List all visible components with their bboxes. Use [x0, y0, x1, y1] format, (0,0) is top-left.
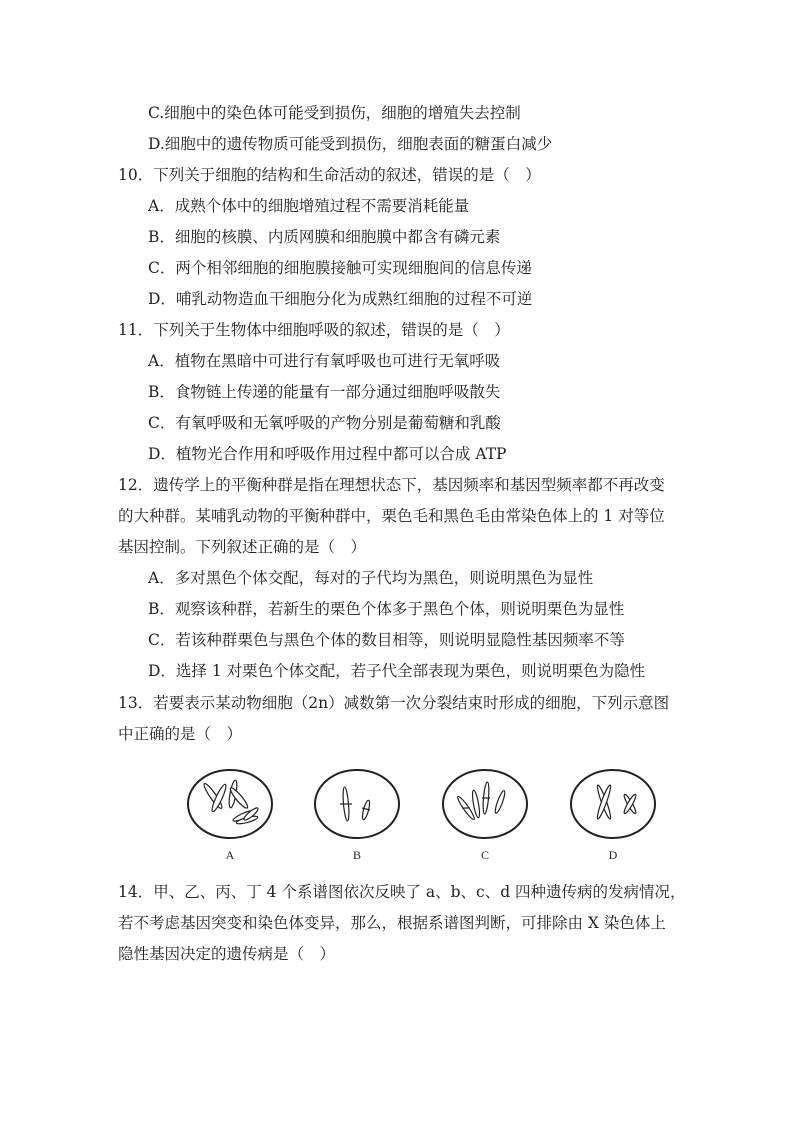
question-14-line1: 14．甲、乙、丙、丁 4 个系谱图依次反映了 a、b、c、d 四种遗传病的发病情况， — [118, 883, 686, 901]
option-10b: B．细胞的核膜、内质网膜和细胞膜中都含有磷元素 — [148, 228, 501, 246]
question-14-line2: 若不考虑基因突变和染色体变异，那么，根据系谱图判断，可排除由 X 染色体上 — [118, 914, 666, 932]
question-14-line3: 隐性基因决定的遗传病是（ ） — [118, 945, 336, 963]
option-11a: A．植物在黑暗中可进行有氧呼吸也可进行无氧呼吸 — [148, 352, 501, 370]
cell-a — [185, 768, 275, 868]
question-12-line3: 基因控制。下列叙述正确的是（ ） — [118, 538, 367, 556]
cell-a-drawing — [185, 768, 275, 843]
cell-b-drawing — [312, 768, 402, 843]
option-11d: D．植物光合作用和呼吸作用过程中都可以合成 ATP — [148, 445, 507, 463]
question-13-line1: 13．若要表示某动物细胞（2n）减数第一次分裂结束时形成的细胞，下列示意图 — [118, 694, 670, 712]
option-12a: A．多对黑色个体交配，每对的子代均为黑色，则说明黑色为显性 — [148, 569, 594, 587]
question-12-line2: 的大种群。某哺乳动物的平衡种群中，栗色毛和黑色毛由常染色体上的 1 对等位 — [118, 507, 665, 525]
option-9d: D.细胞中的遗传物质可能受到损伤，细胞表面的糖蛋白减少 — [148, 135, 553, 153]
cell-label-d: D — [608, 848, 618, 862]
cell-c-drawing — [440, 768, 530, 843]
cell-label-a: A — [225, 848, 235, 862]
option-12d: D．选择 1 对栗色个体交配，若子代全部表现为栗色，则说明栗色为隐性 — [148, 662, 646, 680]
cell-d-drawing — [568, 768, 658, 843]
option-10c: C．两个相邻细胞的细胞膜接触可实现细胞间的信息传递 — [148, 259, 532, 277]
option-10a: A．成熟个体中的细胞增殖过程不需要消耗能量 — [148, 197, 470, 215]
cell-c — [440, 768, 530, 868]
cell-label-b: B — [352, 848, 361, 862]
option-11c: C．有氧呼吸和无氧呼吸的产物分别是葡萄糖和乳酸 — [148, 414, 501, 432]
question-12-line1: 12．遗传学上的平衡种群是指在理想状态下，基因频率和基因型频率都不再改变 — [118, 476, 665, 494]
option-10d: D．哺乳动物造血干细胞分化为成熟红细胞的过程不可逆 — [148, 290, 533, 308]
option-12b: B．观察该种群，若新生的栗色个体多于黑色个体，则说明栗色为显性 — [148, 600, 625, 618]
cell-diagram-figure — [180, 768, 680, 868]
cell-b — [312, 768, 402, 868]
cell-label-c: C — [480, 848, 489, 862]
option-11b: B．食物链上传递的能量有一部分通过细胞呼吸散失 — [148, 383, 501, 401]
question-11: 11．下列关于生物体中细胞呼吸的叙述，错误的是（ ） — [118, 321, 510, 339]
question-13-line2: 中正确的是（ ） — [118, 725, 243, 743]
question-10: 10．下列关于细胞的结构和生命活动的叙述，错误的是（ ） — [118, 166, 541, 184]
option-12c: C．若该种群栗色与黑色个体的数目相等，则说明显隐性基因频率不等 — [148, 631, 625, 649]
option-9c: C.细胞中的染色体可能受到损伤，细胞的增殖失去控制 — [148, 104, 521, 122]
cell-d — [568, 768, 658, 868]
